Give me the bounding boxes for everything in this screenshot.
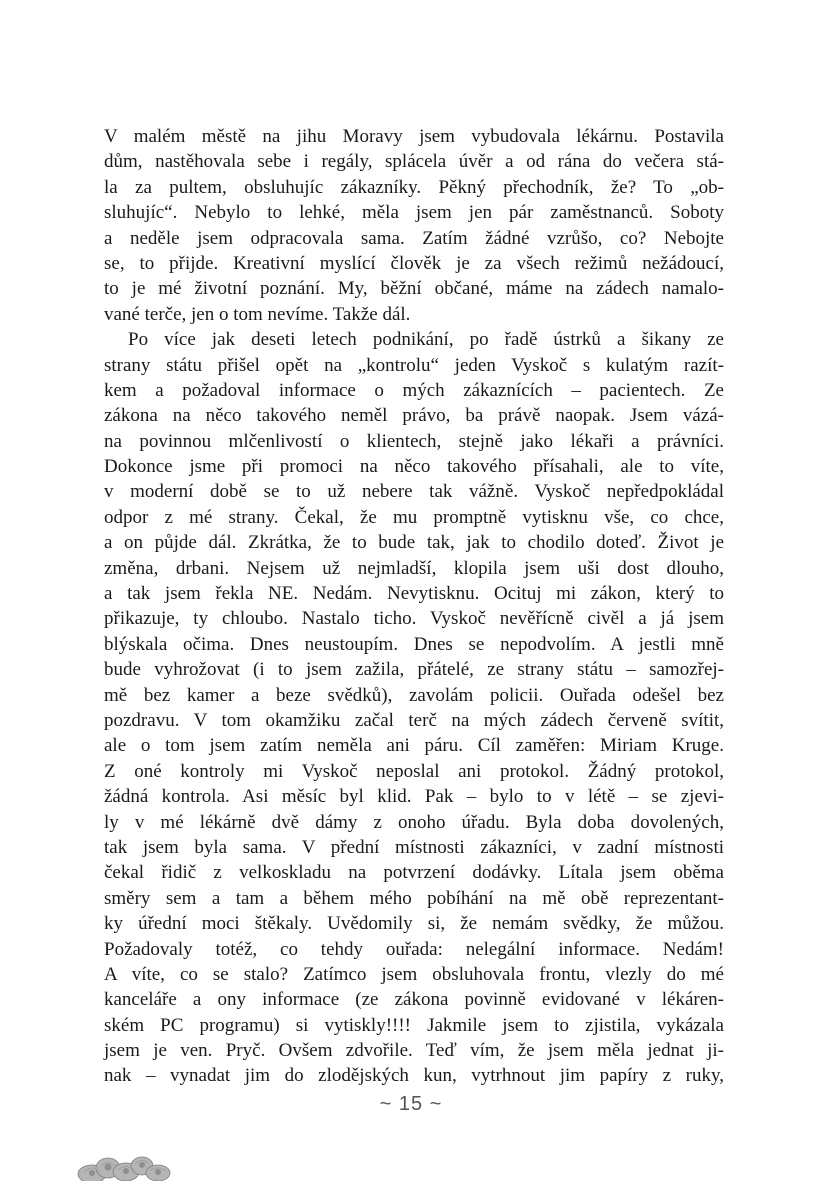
text-line: změna, drbani. Nejsem už nejmladší, klopila jsem uši dost dlouho, xyxy=(104,557,724,579)
text-line: ky úřední moci štěkaly. Uvědomily si, že nemám svědky, že můžou. xyxy=(104,913,724,935)
text-line: pozdravu. V tom okamžiku začal terč na mých zádech červeně svítit, xyxy=(104,709,724,731)
text-line: Po více jak deseti letech podnikání, po řadě ústrků a šikany ze xyxy=(128,329,724,351)
text-line: v moderní době se to už nebere tak vážně. Vyskoč nepředpokládal xyxy=(104,481,724,503)
page-number: ~ 15 ~ xyxy=(379,1093,443,1115)
text-line: a neděle jsem odpracovala sama. Zatím žádné vzrůšo, co? Nebojte xyxy=(104,227,724,249)
text-line: bude vyhrožovat (i to jsem zažila, přátelé, ze strany státu – samozřej- xyxy=(104,659,724,681)
text-line: nak – vynadat jim do zlodějských kun, vytrhnout jim papíry z ruky, xyxy=(104,1065,724,1087)
text-line: A víte, co se stalo? Zatímco jsem obsluhovala frontu, vlezly do mé xyxy=(104,963,724,985)
text-line: tak jsem byla sama. V přední místnosti zákazníci, v zadní místnosti xyxy=(104,836,724,858)
text-line: na povinnou mlčenlivostí o klientech, stejně jako lékaři a právníci. xyxy=(104,430,724,452)
text-line: zákona na něco takového neměl právo, ba právě naopak. Jsem vázá- xyxy=(104,405,724,427)
text-line: ale o tom jsem zatím neměla ani páru. Cíl zaměřen: Miriam Kruge. xyxy=(104,735,724,757)
body-text xyxy=(104,124,724,1089)
text-line: ském PC programu) si vytiskly!!!! Jakmile jsem to zjistila, vykázala xyxy=(104,1014,724,1036)
text-line: kanceláře a ony informace (ze zákona povinně evidované v lékáren- xyxy=(104,989,724,1011)
text-line: la za pultem, obsluhujíc zákazníky. Pěkný přechodník, že? To „ob- xyxy=(104,176,724,198)
text-line: směry sem a tam a během mého pobíhání na mě obě reprezentant- xyxy=(104,887,724,909)
text-line: jsem je ven. Pryč. Ovšem zdvořile. Teď vím, že jsem měla jednat ji- xyxy=(104,1040,724,1062)
text-line: čekal řidič z velkoskladu na potvrzení dodávky. Lítala jsem oběma xyxy=(104,862,724,884)
text-line: Z oné kontroly mi Vyskoč neposlal ani protokol. Žádný protokol, xyxy=(104,760,724,782)
text-line: odpor z mé strany. Čekal, že mu promptně vytisknu vše, co chce, xyxy=(104,506,724,528)
text-line: Požadovaly totéž, co tehdy ouřada: nelegální informace. Nedám! xyxy=(104,938,724,960)
flower-ornament-icon xyxy=(70,1152,180,1181)
text-line: strany státu přišel opět na „kontrolu“ jeden Vyskoč s kulatým razít- xyxy=(104,354,724,376)
text-line: se, to přijde. Kreativní myslící člověk je za všech režimů nežádoucí, xyxy=(104,252,724,274)
text-line: Dokonce jsme při promoci na něco takového přísahali, ale to víte, xyxy=(104,456,724,478)
text-line: sluhujíc“. Nebylo to lehké, měla jsem jen pár zaměstnanců. Soboty xyxy=(104,202,724,224)
text-line: a on půjde dál. Zkrátka, že to bude tak, jak to chodilo doteď. Život je xyxy=(104,532,724,554)
text-line: vané terče, jen o tom nevíme. Takže dál. xyxy=(104,303,411,325)
text-line: přikazuje, ty chloubo. Nastalo ticho. Vyskoč nevěřícně civěl a já jsem xyxy=(104,608,724,630)
text-line: dům, nastěhovala sebe i regály, splácela úvěr a od rána do večera stá- xyxy=(104,151,724,173)
text-line: blýskala očima. Dnes neustoupím. Dnes se nepodvolím. A jestli mně xyxy=(104,633,724,655)
text-line: žádná kontrola. Asi měsíc byl klid. Pak – bylo to v létě – se zjevi- xyxy=(104,786,724,808)
text-line: ly v mé lékárně dvě dámy z onoho úřadu. Byla doba dovolených, xyxy=(104,811,724,833)
text-line: a tak jsem řekla NE. Nedám. Nevytisknu. Ocituj mi zákon, který to xyxy=(104,583,724,605)
text-line: mě bez kamer a beze svědků), zavolám policii. Ouřada odešel bez xyxy=(104,684,724,706)
text-line: kem a požadoval informace o mých zákaznících – pacientech. Ze xyxy=(104,379,724,401)
text-line: V malém městě na jihu Moravy jsem vybudovala lékárnu. Postavila xyxy=(104,126,724,147)
text-line: to je mé životní poznání. My, běžní občané, máme na zádech namalo- xyxy=(104,278,724,300)
